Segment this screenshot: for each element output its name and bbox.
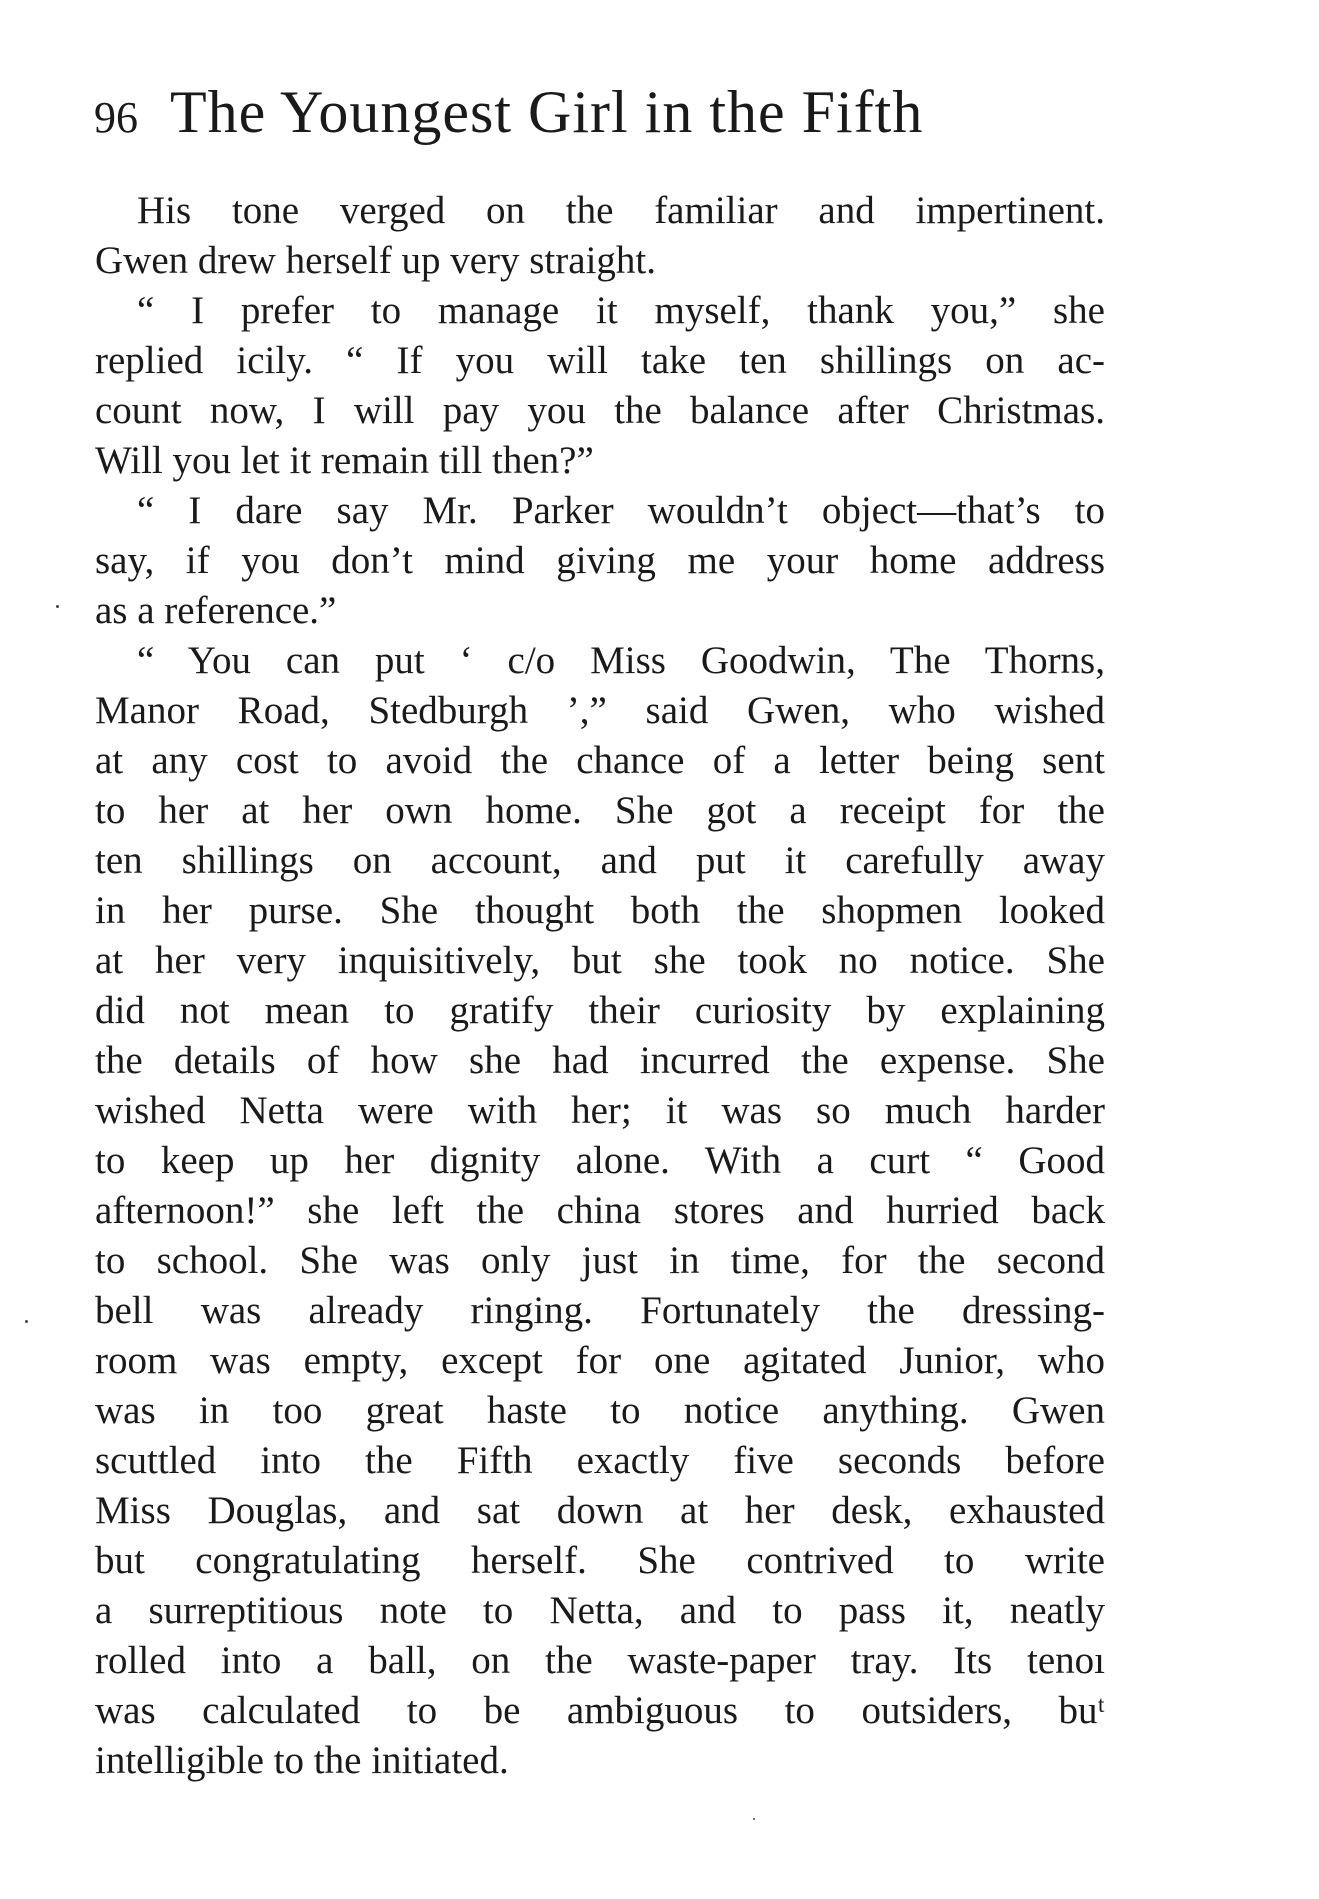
page-header — [94, 78, 1094, 158]
text-line: count now, I will pay you the balance after Christmas. — [95, 389, 1105, 432]
paper-speck — [25, 1320, 28, 1323]
text-line: a surreptitious note to Netta, and to pass it, neatly — [95, 1589, 1105, 1632]
text-line: replied icily. “ If you will take ten shillings on ac- — [95, 339, 1105, 382]
text-line: rolled into a ball, on the waste-paper tray. Its tenoı — [95, 1639, 1105, 1682]
paper-speck — [56, 605, 59, 608]
text-line: as a reference.” — [95, 589, 337, 632]
text-line: did not mean to gratify their curiosity by explaining — [95, 989, 1105, 1032]
text-line: bell was already ringing. Fortunately the dressing- — [95, 1289, 1105, 1332]
text-line: His tone verged on the familiar and impertinent. — [137, 189, 1105, 232]
running-title: The Youngest Girl in the Fifth — [170, 79, 924, 145]
paper-speck — [753, 1818, 755, 1820]
text-line: say, if you don’t mind giving me your home address — [95, 539, 1105, 582]
text-line: Manor Road, Stedburgh ’,” said Gwen, who wished — [95, 689, 1105, 732]
text-line: wished Netta were with her; it was so much harder — [95, 1089, 1105, 1132]
text-line: ten shillings on account, and put it carefully away — [95, 839, 1105, 882]
text-line: at any cost to avoid the chance of a letter being sent — [95, 739, 1105, 782]
text-line: was calculated to be ambiguous to outsiders, buᵗ — [95, 1689, 1105, 1732]
text-line: was in too great haste to notice anything. Gwen — [95, 1389, 1105, 1432]
text-line: in her purse. She thought both the shopmen looked — [95, 889, 1105, 932]
text-line: but congratulating herself. She contrived to write — [95, 1539, 1105, 1582]
text-line: “ I dare say Mr. Parker wouldn’t object—that’s to — [137, 489, 1105, 532]
text-line: “ You can put ‘ c/o Miss Goodwin, The Thorns, — [137, 639, 1105, 682]
text-line: the details of how she had incurred the expense. She — [95, 1039, 1105, 1082]
text-line: room was empty, except for one agitated Junior, who — [95, 1339, 1105, 1382]
text-line: to school. She was only just in time, for the second — [95, 1239, 1105, 1282]
text-line: to keep up her dignity alone. With a curt “ Good — [95, 1139, 1105, 1182]
text-line: scuttled into the Fifth exactly five seconds before — [95, 1439, 1105, 1482]
text-line: Miss Douglas, and sat down at her desk, exhausted — [95, 1489, 1105, 1532]
text-line: Will you let it remain till then?” — [95, 439, 594, 482]
text-line: at her very inquisitively, but she took no notice. She — [95, 939, 1105, 982]
text-line: to her at her own home. She got a receipt for the — [95, 789, 1105, 832]
text-line: Gwen drew herself up very straight. — [95, 239, 656, 282]
page-number: 96 — [94, 93, 138, 142]
text-line: “ I prefer to manage it myself, thank you,” she — [137, 289, 1105, 332]
text-line: intelligible to the initiated. — [95, 1739, 509, 1782]
body-text — [95, 186, 1105, 1786]
text-line: afternoon!” she left the china stores and hurried back — [95, 1189, 1105, 1232]
